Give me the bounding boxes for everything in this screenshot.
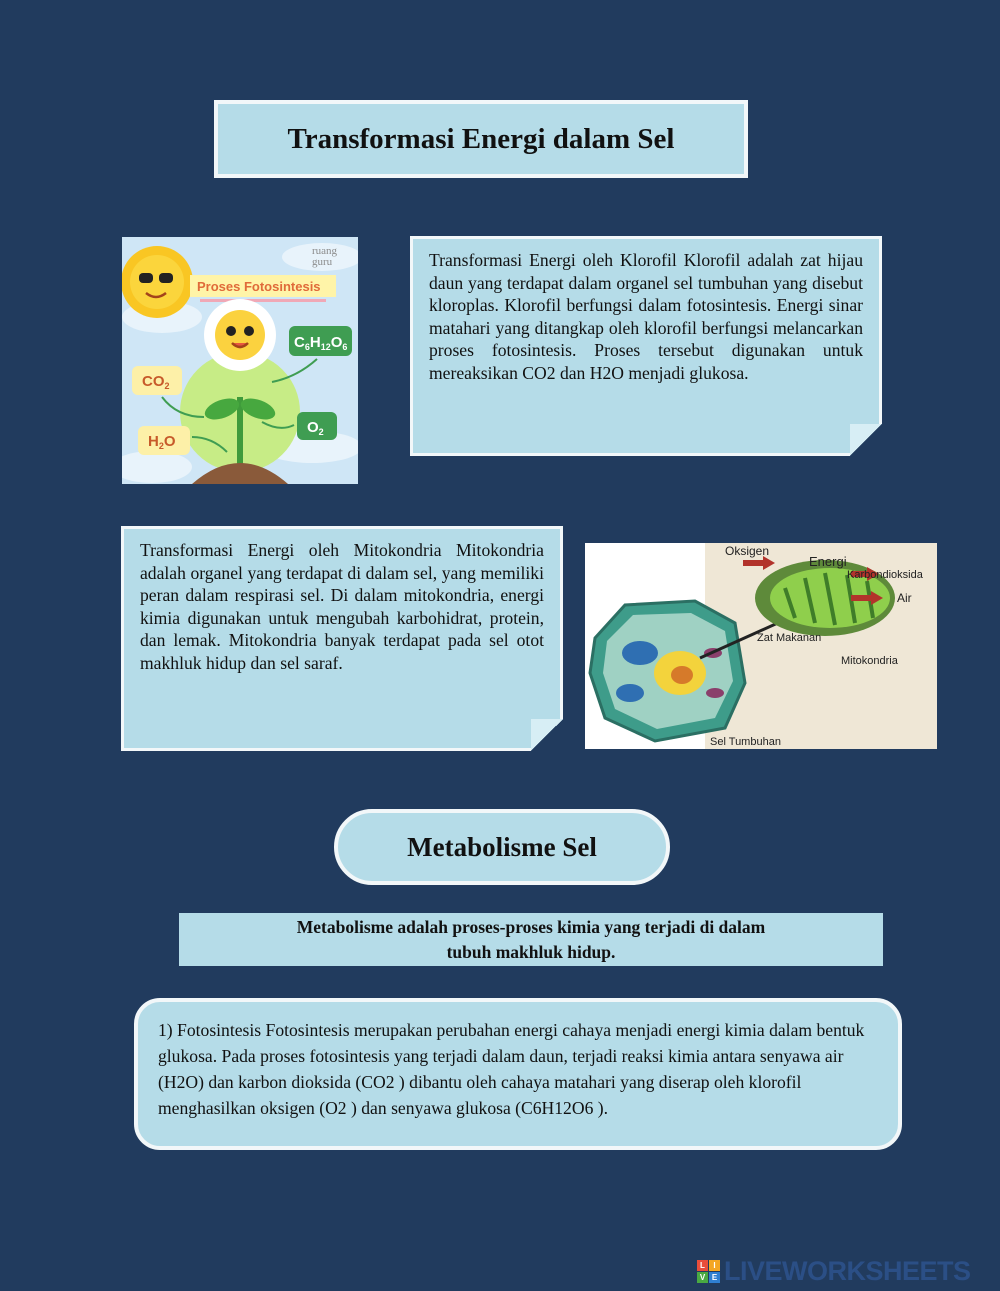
definition-line-1: Metabolisme adalah proses-proses kimia yang terjadi di dalam: [296, 917, 766, 937]
svg-text:C6H12O6: $C_6H_{12}O_6$: [294, 334, 348, 352]
liveworksheets-watermark: [697, 1255, 971, 1286]
fotosintesis-card: [134, 998, 902, 1150]
page-fold-decoration: [531, 719, 563, 751]
label-energi: Energi: [809, 554, 847, 569]
label-oksigen: Oksigen: [725, 544, 770, 558]
svg-text:H2O: $H_2O$: [148, 433, 176, 451]
mitokondria-card: [121, 526, 563, 751]
banner-label: Proses Fotosintesis: [197, 279, 321, 294]
klorofil-card: [410, 236, 882, 456]
fotosintesis-text: 1) Fotosintesis Fotosintesis merupakan perubahan energi cahaya menjadi energi kimia dalam bentuk glukosa. Pada proses fotosintesis yang terjadi dalam daun, terjadi reaksi kimia antara senyawa air (H2O) dan karbon dioksida (CO2 ) dibantu oleh cahaya matahari yang diserap oleh klorofil menghasilkan oksigen (O2 ) dan senyawa glukosa (C6H12O6 ).: [158, 1020, 865, 1118]
o2-label: [297, 412, 337, 440]
svg-text:O2: $O_2$: [307, 419, 324, 437]
label-sel-tumbuhan: Sel Tumbuhan: [710, 736, 781, 748]
plant-cell-icon: [590, 601, 745, 741]
klorofil-text: Transformasi Energi oleh Klorofil Klorofil adalah zat hijau daun yang terdapat dalam organel sel tumbuhan yang disebut kloroplas. Klorofil berfungsi dalam fotosintesis. Energi sinar matahari yang ditangkap oleh klorofil berfungsi melancarkan proses fotosintesis. Proses tersebut digunakan untuk mereaksikan CO2 dan H2O menjadi glukosa.: [429, 250, 863, 383]
label-zat-makanan: Zat Makanan: [757, 632, 822, 644]
brand-ruang: ruang: [312, 245, 338, 257]
h2o-label: [138, 426, 190, 455]
definition-line-2: tubuh makhluk hidup.: [446, 942, 616, 962]
liveworksheets-logo-text: LIVEWORKSHEETS: [724, 1255, 971, 1286]
svg-text:CO2: $CO_2$: [142, 373, 170, 391]
page-fold-decoration: [850, 424, 882, 456]
label-air: Air: [897, 591, 912, 605]
page-title: Transformasi Energi dalam Sel: [214, 100, 748, 178]
liveworksheets-logo-icon: L I V E: [697, 1260, 720, 1283]
mitokondria-text: Transformasi Energi oleh Mitokondria Mitokondria adalah organel yang terdapat di dalam sel, yang memiliki peran dalam respirasi sel. Di dalam mitokondria, energi kimia digunakan untuk mengubah karbohidrat, protein, dan lemak. Mitokondria banyak terdapat pada sel otot makhluk hidup dan sel saraf.: [140, 540, 544, 673]
glucose-label: [289, 326, 352, 356]
photosynthesis-image: [122, 237, 358, 484]
metabolisme-heading: Metabolisme Sel: [334, 809, 670, 885]
label-karbondioksida: Karbondioksida: [847, 569, 923, 581]
brand-guru: guru: [312, 256, 333, 268]
label-mitokondria: Mitokondria: [841, 655, 898, 667]
flower-icon: [204, 299, 276, 371]
co2-label: [132, 366, 182, 395]
mitochondria-image: [585, 543, 937, 749]
metabolisme-definition: [179, 913, 883, 966]
sun-icon: [122, 246, 193, 318]
